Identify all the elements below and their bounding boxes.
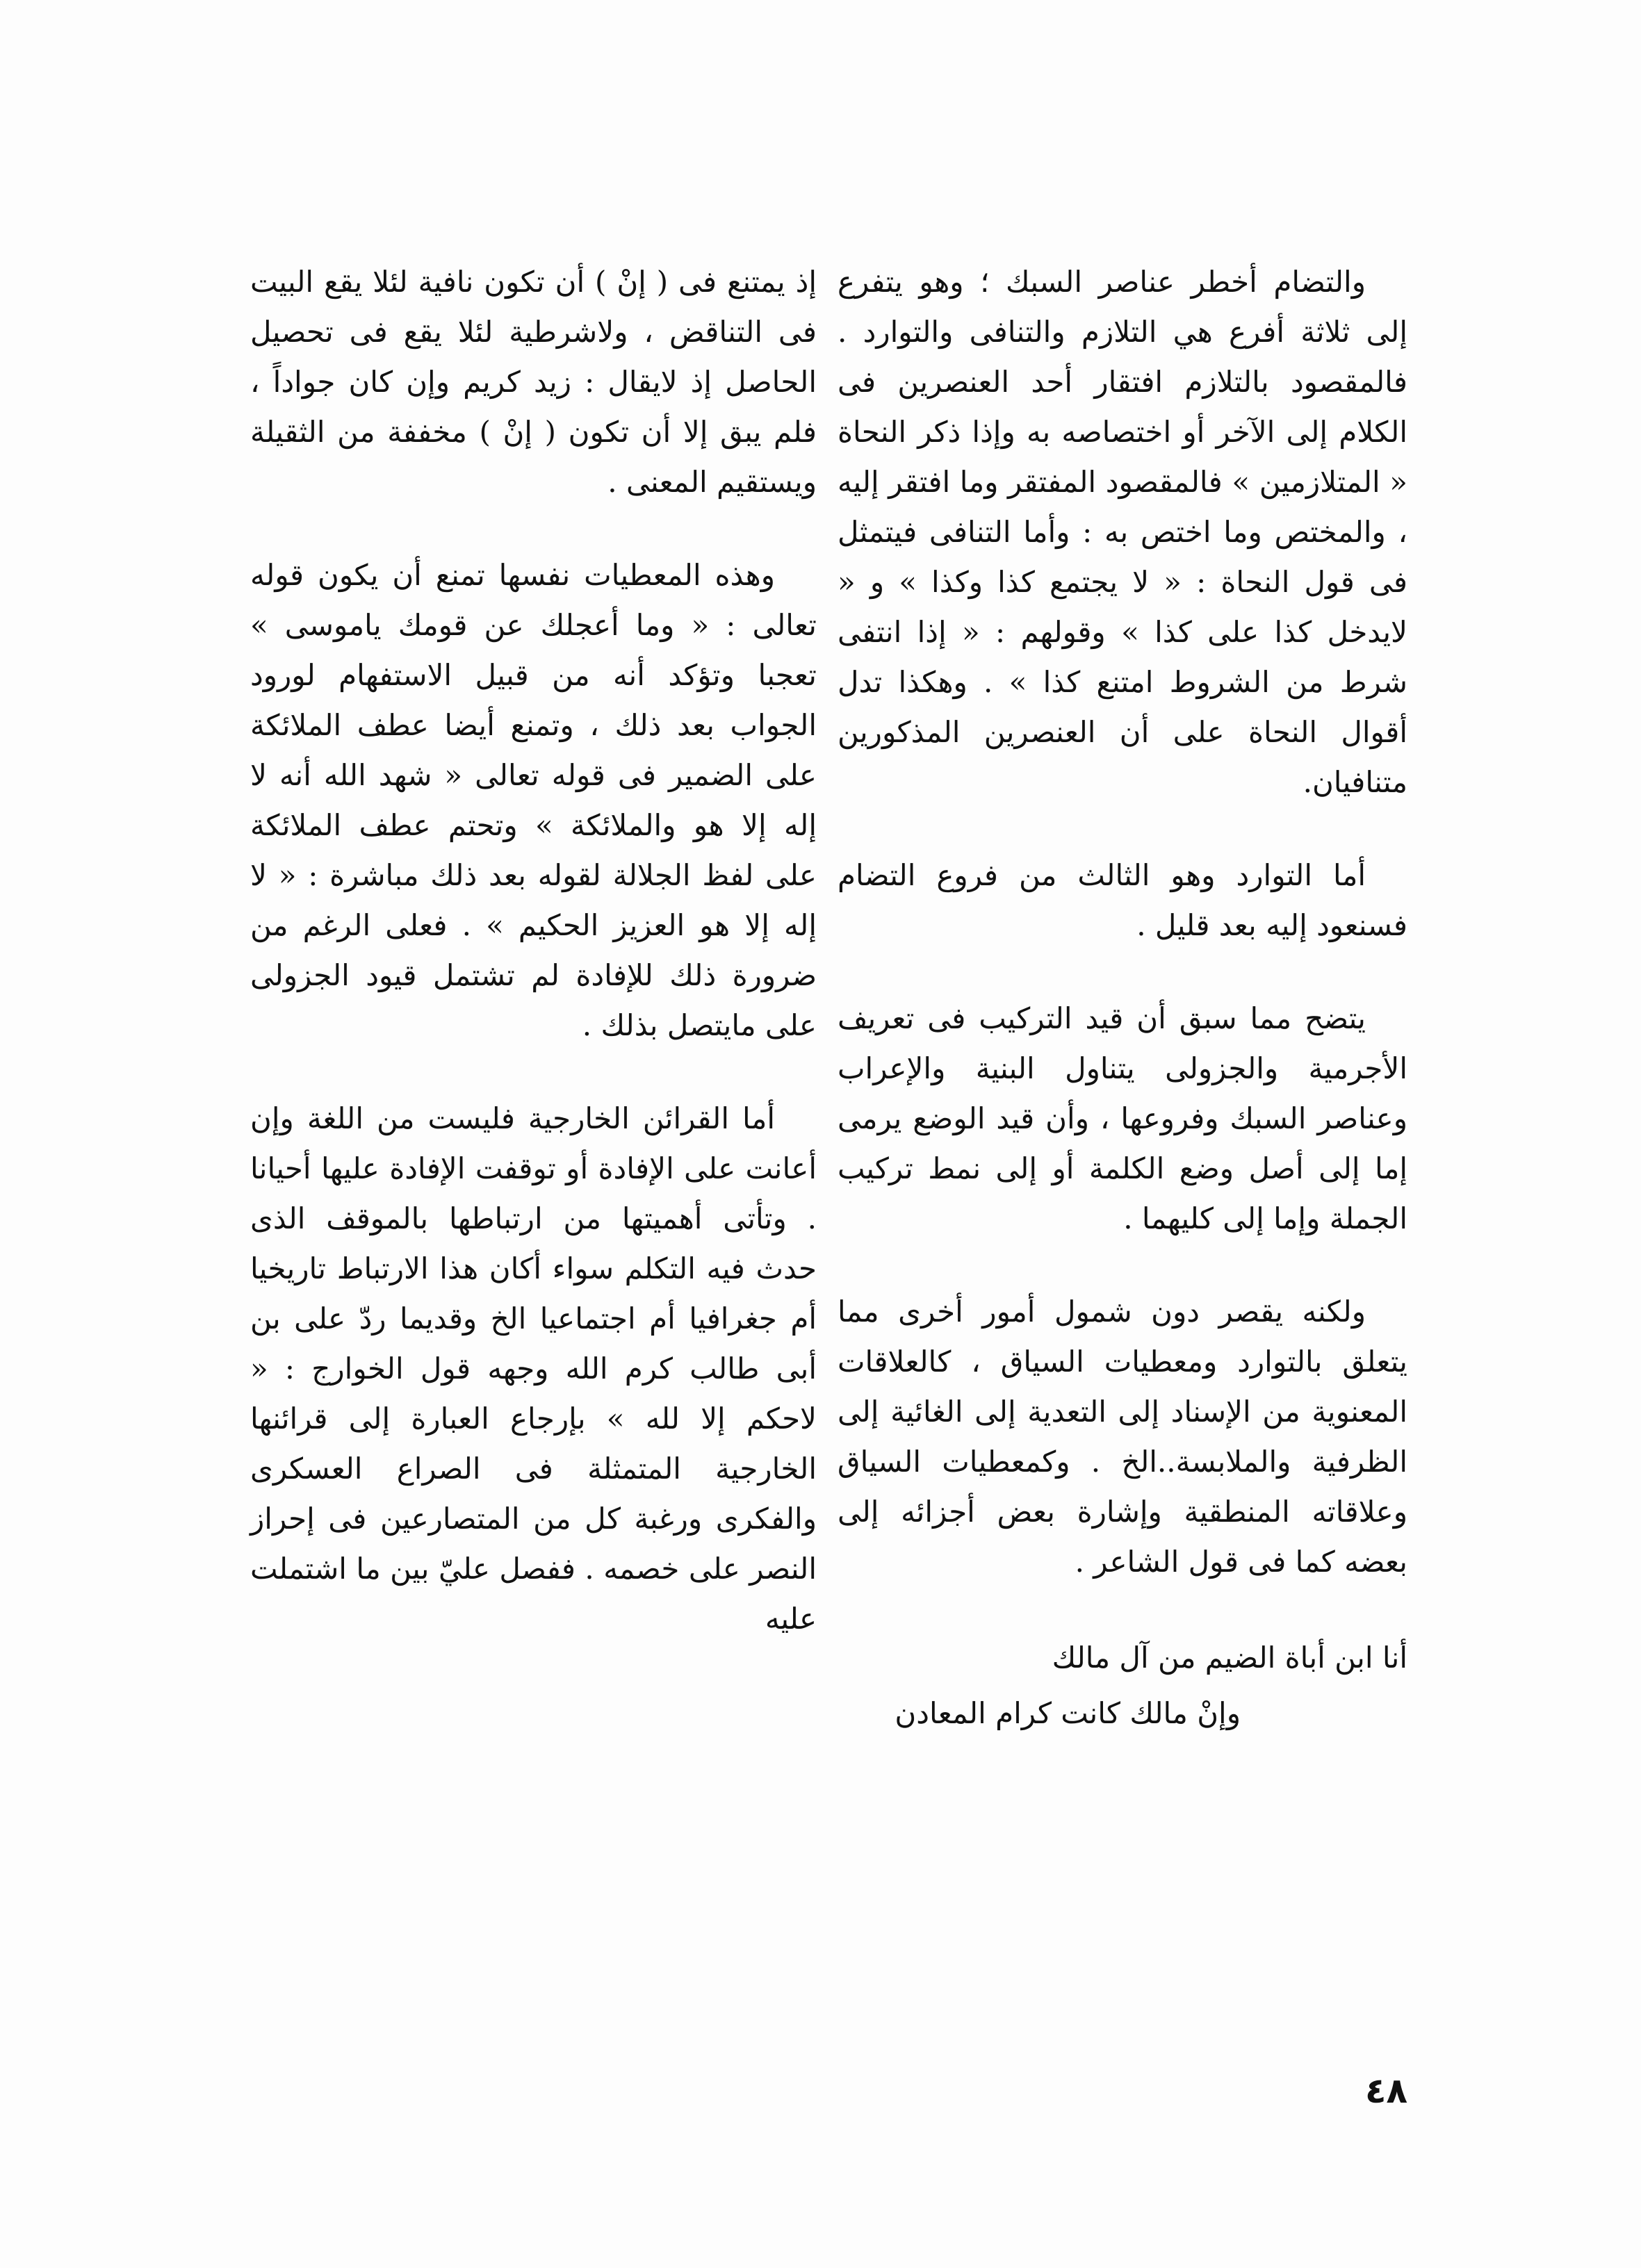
page-number: ٤٨ (1364, 2071, 1407, 2111)
left-paragraph-1: إذ يمتنع فى ( إنْ ) أن تكون نافية لئلا يقع البيت فى التناقض ، ولاشرطية لئلا يقع فى تحصيل الحاصل إذ لايقال : زيد كريم وإن كان جواداً ، فلم يبق إلا أن تكون ( إنْ ) مخففة من الثقيلة ويستقيم المعنى . (250, 265, 817, 499)
poetry-verse-line-2: وإنْ مالك كانت كرام المعادن (895, 1696, 1241, 1730)
right-paragraph-2: أما التوارد وهو الثالث من فروع التضام فسنعود إليه بعد قليل . (838, 858, 1407, 942)
left-paragraph-2: وهذه المعطيات نفسها تمنع أن يكون قوله تعالى : « وما أعجلك عن قومك ياموسى » تعجبا وتؤكد أنه من قبيل الاستفهام لورود الجواب بعد ذلك ، وتمنع أيضا عطف الملائكة على الضمير فى قوله تعالى « شهد الله أنه لا إله إلا هو والملائكة » وتحتم عطف الملائكة على لفظ الجلالة لقوله بعد ذلك مباشرة : « لا إله إلا هو العزيز الحكيم » . فعلى الرغم من ضرورة ذلك للإفادة لم تشتمل قيود الجزولى على مايتصل بذلك . (250, 558, 817, 1042)
right-paragraph-3: يتضح مما سبق أن قيد التركيب فى تعريف الأجرمية والجزولى يتناول البنية والإعراب وعناصر السبك وفروعها ، وأن قيد الوضع يرمى إما إلى أصل وضع الكلمة أو إلى نمط تركيب الجملة وإما إلى كليهما . (838, 1001, 1407, 1235)
right-text-column (838, 257, 1407, 1741)
right-paragraph-1: والتضام أخطر عناصر السبك ؛ وهو يتفرع إلى ثلاثة أفرع هي التلازم والتنافى والتوارد . فالمقصود بالتلازم افتقار أحد العنصرين فى الكلام إلى الآخر أو اختصاصه به وإذا ذكر النحاة « المتلازمين » فالمقصود المفتقر وما افتقر إليه ، والمختص وما اختص به : وأما التنافى فيتمثل فى قول النحاة : « لا يجتمع كذا وكذا » و « لايدخل كذا على كذا » وقولهم : « إذا انتفى شرط من الشروط امتنع كذا » . وهكذا تدل أقوال النحاة على أن العنصرين المذكورين متنافيان. (838, 265, 1407, 799)
right-paragraph-4: ولكنه يقصر دون شمول أمور أخرى مما يتعلق بالتوارد ومعطيات السياق ، كالعلاقات المعنوية من الإسناد إلى التعدية إلى الغائية إلى الظرفية والملابسة..الخ . وكمعطيات السياق وعلاقاته المنطقية وإشارة بعض أجزائه إلى بعضه كما فى قول الشاعر . (838, 1295, 1407, 1579)
left-text-column (250, 257, 817, 1687)
left-paragraph-3: أما القرائن الخارجية فليست من اللغة وإن أعانت على الإفادة أو توقفت الإفادة عليها أحيانا . وتأتى أهميتها من ارتباطها بالموقف الذى حدث فيه التكلم سواء أكان هذا الارتباط تاريخيا أم جغرافيا أم اجتماعيا الخ وقديما ردّ على بن أبى طالب كرم الله وجهه قول الخوارج : « لاحكم إلا لله » بإرجاع العبارة إلى قرائنها الخارجية المتمثلة فى الصراع العسكرى والفكرى ورغبة كل من المتصارعين فى إحراز النصر على خصمه . ففصل عليّ بين ما اشتملت عليه (250, 1101, 817, 1636)
poetry-verse-line-1: أنا ابن أباة الضيم من آل مالك (1052, 1641, 1407, 1675)
